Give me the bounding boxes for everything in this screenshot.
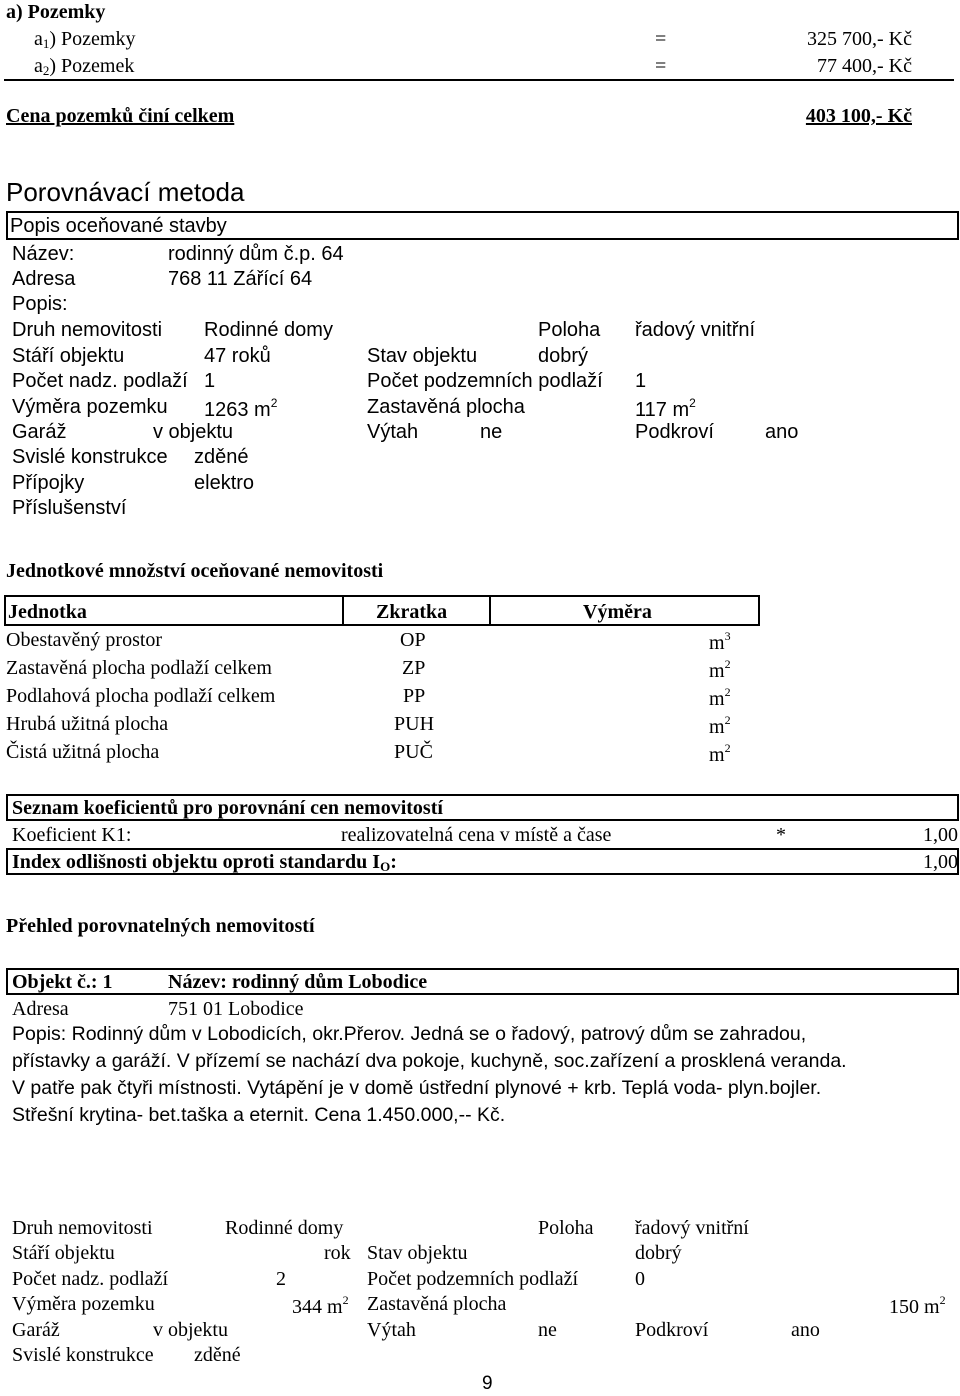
objekt-popis-line: V patře pak čtyři místnosti. Vytápění je v domě ústřední plynové + krb. Teplá voda- plyn.bojler. <box>12 1077 822 1099</box>
jednotky-header-divider-1 <box>342 595 344 626</box>
pozemky-total-value: 403 100,- Kč <box>805 105 912 127</box>
jednotky-row-unit: $m^2$ <box>709 685 731 710</box>
o1-stav-value: dobrý <box>635 1242 682 1264</box>
pripojky-label: Přípojky <box>12 472 85 494</box>
svisle-label: Svislé konstrukce <box>12 446 168 468</box>
method-title: Porovnávací metoda <box>6 177 245 207</box>
col-jednotka: Jednotka <box>8 601 87 623</box>
pozemky-row-2-label: $a_2$) Pozemek <box>34 55 135 78</box>
jednotky-row-abbr: PUH <box>394 713 435 735</box>
pozemky-row-2-equals: = <box>655 55 667 77</box>
section-heading-pozemky: a) Pozemky <box>6 1 106 23</box>
zastavena-label: Zastavěná plocha <box>367 396 525 418</box>
podlazi-label: Počet nadz. podlaží <box>12 370 188 392</box>
o1-svisle-value: zděné <box>194 1344 241 1366</box>
zastavena-value: 117 $m^2$ <box>635 396 696 421</box>
stari-value: 47 roků <box>204 345 271 367</box>
koef-heading: Seznam koeficientů pro porovnání cen nemovitostí <box>12 797 443 819</box>
vytah-label: Výtah <box>367 421 419 443</box>
podzemni-value: 1 <box>635 370 647 392</box>
jednotky-row-abbr: PUČ <box>394 741 433 763</box>
stav-label: Stav objektu <box>367 345 478 367</box>
stav-value: dobrý <box>538 345 589 367</box>
jednotky-row-name: Zastavěná plocha podlaží celkem <box>6 657 272 679</box>
objekt-nazev: Název: rodinný dům Lobodice <box>168 971 428 993</box>
jednotky-row-unit: $m^2$ <box>709 657 731 682</box>
col-vymera: Výměra <box>583 601 652 623</box>
index-value: 1,00 <box>923 851 958 873</box>
adresa-value: 768 11 Zářící 64 <box>168 268 313 290</box>
svisle-value: zděné <box>194 446 249 468</box>
prislusenstvi-label: Příslušenství <box>12 497 127 519</box>
vymera-label: Výměra pozemku <box>12 396 168 418</box>
jednotky-row-name: Podlahová plocha podlaží celkem <box>6 685 276 707</box>
objekt-adresa-value: 751 01 Lobodice <box>168 998 304 1020</box>
jednotky-row-unit: $m^2$ <box>709 713 731 738</box>
poloha-label: Poloha <box>538 319 601 341</box>
o1-garaz-value: v objektu <box>153 1319 228 1341</box>
o1-stari-label: Stáří objektu <box>12 1242 115 1264</box>
podkrovi-label: Podkroví <box>635 421 714 443</box>
index-label: Index odlišnosti objektu oproti standardu $I_O$: <box>12 851 397 874</box>
k1-value: 1,00 <box>923 824 958 846</box>
stari-label: Stáří objektu <box>12 345 125 367</box>
druh-value: Rodinné domy <box>204 319 333 341</box>
o1-podlazi-label: Počet nadz. podlaží <box>12 1268 169 1290</box>
objekt-popis-line: Střešní krytina- bet.taška a eternit. Cena 1.450.000,-- Kč. <box>12 1104 506 1126</box>
o1-vymera-label: Výměra pozemku <box>12 1293 155 1315</box>
o1-svisle-label: Svislé konstrukce <box>12 1344 154 1366</box>
o1-druh-value: Rodinné domy <box>225 1217 344 1239</box>
o1-stari-value: rok <box>324 1242 351 1264</box>
k1-label: Koeficient K1: <box>12 824 132 846</box>
nazev-value: rodinný dům č.p. 64 <box>168 243 344 265</box>
popis-label: Popis: <box>12 293 68 315</box>
o1-vytah-value: ne <box>538 1319 557 1341</box>
adresa-label: Adresa <box>12 268 76 290</box>
jednotky-row-name: Obestavěný prostor <box>6 629 163 651</box>
o1-garaz-label: Garáž <box>12 1319 60 1341</box>
o1-podkrovi-label: Podkroví <box>635 1319 709 1341</box>
objekt-popis <box>12 1021 944 1129</box>
nazev-label: Název: <box>12 243 75 265</box>
pozemky-separator <box>4 79 954 81</box>
o1-zastavena-value: 150 $m^2$ <box>889 1293 946 1318</box>
jednotky-row-abbr: PP <box>403 685 426 707</box>
o1-poloha-value: řadový vnitřní <box>635 1217 749 1239</box>
objekt-adresa-label: Adresa <box>12 998 69 1020</box>
pozemky-row-1-value: 325 700,- Kč <box>807 28 912 50</box>
vymera-value: 1263 $m^2$ <box>204 396 278 421</box>
jednotky-row-unit: $m^2$ <box>709 741 731 766</box>
page-number: 9 <box>482 1373 493 1394</box>
objekt-number: Objekt č.: 1 <box>12 971 113 993</box>
col-zkratka: Zkratka <box>376 601 448 623</box>
jednotky-row-name: Čistá užitná plocha <box>6 741 160 763</box>
jednotky-heading: Jednotkové množství oceňované nemovitosti <box>6 560 384 582</box>
k1-description: realizovatelná cena v místě a čase <box>341 824 612 846</box>
pozemky-row-1-equals: = <box>655 28 667 50</box>
pozemky-total-label: Cena pozemků činí celkem <box>6 105 235 127</box>
jednotky-row-unit: $m^3$ <box>709 629 731 654</box>
prehled-heading: Přehled porovnatelných nemovitostí <box>6 915 315 937</box>
objekt-header-box <box>6 968 959 995</box>
poloha-value: řadový vnitřní <box>635 319 756 341</box>
podkrovi-value: ano <box>765 421 799 443</box>
jednotky-row-abbr: OP <box>400 629 426 651</box>
jednotky-header-divider-2 <box>489 595 491 626</box>
o1-vymera-value: 344 $m^2$ <box>292 1293 349 1318</box>
druh-label: Druh nemovitosti <box>12 319 163 341</box>
k1-operator: * <box>776 824 786 846</box>
podlazi-value: 1 <box>204 370 216 392</box>
objekt-popis-line: přístavky a garáží. V přízemí se nachází dva pokoje, kuchyně, soc.zařízení a prosklená veranda. <box>12 1050 847 1072</box>
o1-podzemni-value: 0 <box>635 1268 645 1290</box>
jednotky-row-name: Hrubá užitná plocha <box>6 713 169 735</box>
pozemky-row-1-label: $a_1$) Pozemky <box>34 28 136 51</box>
pripojky-value: elektro <box>194 472 255 494</box>
o1-stav-label: Stav objektu <box>367 1242 468 1264</box>
jednotky-row-abbr: ZP <box>402 657 426 679</box>
objekt-popis-line: Popis: Rodinný dům v Lobodicích, okr.Přerov. Jedná se o řadový, patrový dům se zahradou, <box>12 1023 807 1045</box>
garaz-label: Garáž <box>12 421 67 443</box>
podzemni-label: Počet podzemních podlaží <box>367 370 603 392</box>
garaz-value: v objektu <box>153 421 234 443</box>
o1-zastavena-label: Zastavěná plocha <box>367 1293 507 1315</box>
popis-header: Popis oceňované stavby <box>10 215 227 237</box>
o1-podzemni-label: Počet podzemních podlaží <box>367 1268 579 1290</box>
o1-druh-label: Druh nemovitosti <box>12 1217 153 1239</box>
o1-podlazi-value: 2 <box>276 1268 286 1290</box>
o1-podkrovi-value: ano <box>791 1319 820 1341</box>
pozemky-row-2-value: 77 400,- Kč <box>817 55 912 77</box>
vytah-value: ne <box>480 421 503 443</box>
o1-poloha-label: Poloha <box>538 1217 594 1239</box>
o1-vytah-label: Výtah <box>367 1319 416 1341</box>
